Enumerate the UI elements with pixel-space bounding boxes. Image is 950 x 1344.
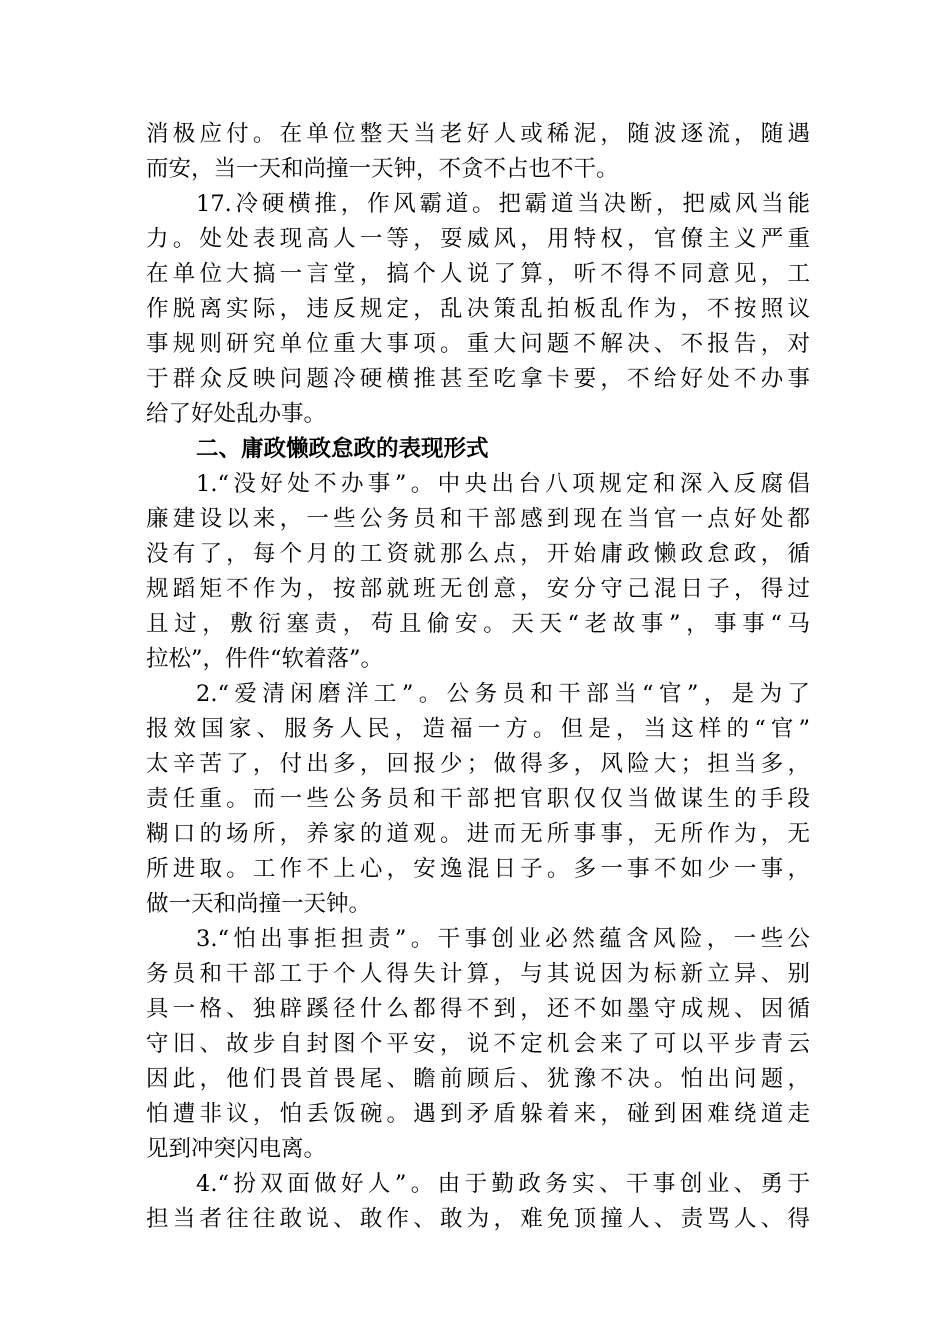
text-line: 给了好处乱办事。 (146, 401, 327, 427)
text-line: 规蹈矩不作为，按部就班无创意，安分守己混日子，得过 (146, 576, 810, 602)
text-line: 于群众反映问题冷硬横推甚至吃拿卡要，不给好处不办事 (146, 366, 810, 392)
text-line: 在单位大搞一言堂，搞个人说了算，听不得不同意见，工 (146, 261, 810, 287)
text-line: 拉松”，件件“软着落”。 (146, 646, 384, 672)
text-line: 具一格、独辟蹊径什么都得不到，还不如墨守成规、因循 (146, 996, 810, 1022)
text-line: 太辛苦了，付出多，回报少；做得多，风险大；担当多， (146, 751, 810, 777)
text-line: 力。处处表现高人一等，耍威风，用特权，官僚主义严重 (146, 226, 810, 252)
text-line: 怕遭非议，怕丢饭碗。遇到矛盾躲着来，碰到困难绕道走 (146, 1101, 810, 1127)
text-line: 消极应付。在单位整天当老好人或稀泥，随波逐流，随遇 (146, 121, 810, 147)
text-line: 17.冷硬横推，作风霸道。把霸道当决断，把威风当能 (196, 191, 810, 217)
text-line: 做一天和尚撞一天钟。 (146, 891, 372, 917)
text-line: 所进取。工作不上心，安逸混日子。多一事不如少一事， (146, 856, 810, 882)
text-line: 守旧、故步自封图个平安，说不定机会来了可以平步青云 (146, 1031, 810, 1057)
text-line: 而安，当一天和尚撞一天钟，不贪不占也不干。 (146, 156, 619, 182)
text-line: 1.“没好处不办事”。中央出台八项规定和深入反腐倡 (196, 471, 810, 497)
text-line: 且过，敷衍塞责，苟且偷安。天天“老故事”，事事“马 (146, 611, 810, 637)
text-line: 3.“怕出事拒担责”。干事创业必然蕴含风险，一些公 (196, 926, 810, 952)
text-line: 担当者往往敢说、敢作、敢为，难免顶撞人、责骂人、得 (146, 1206, 810, 1232)
section-heading: 二、庸政懒政怠政的表现形式 (196, 436, 489, 462)
text-line: 见到冲突闪电离。 (146, 1136, 327, 1162)
text-line: 因此，他们畏首畏尾、瞻前顾后、犹豫不决。怕出问题， (146, 1066, 810, 1092)
text-line: 作脱离实际，违反规定，乱决策乱拍板乱作为，不按照议 (146, 296, 810, 322)
text-line: 廉建设以来，一些公务员和干部感到现在当官一点好处都 (146, 506, 810, 532)
text-line: 没有了，每个月的工资就那么点，开始庸政懒政怠政，循 (146, 541, 810, 567)
text-line: 事规则研究单位重大事项。重大问题不解决、不报告，对 (146, 331, 810, 357)
text-line: 报效国家、服务人民，造福一方。但是，当这样的“官” (146, 716, 810, 742)
text-line: 糊口的场所，养家的道观。进而无所事事，无所作为，无 (146, 821, 810, 847)
text-line: 4.“扮双面做好人”。由于勤政务实、干事创业、勇于 (196, 1171, 810, 1197)
text-line: 责任重。而一些公务员和干部把官职仅仅当做谋生的手段 (146, 786, 810, 812)
text-line: 2.“爱清闲磨洋工”。公务员和干部当“官”，是为了 (196, 681, 810, 707)
text-line: 务员和干部工于个人得失计算，与其说因为标新立异、别 (146, 961, 810, 987)
